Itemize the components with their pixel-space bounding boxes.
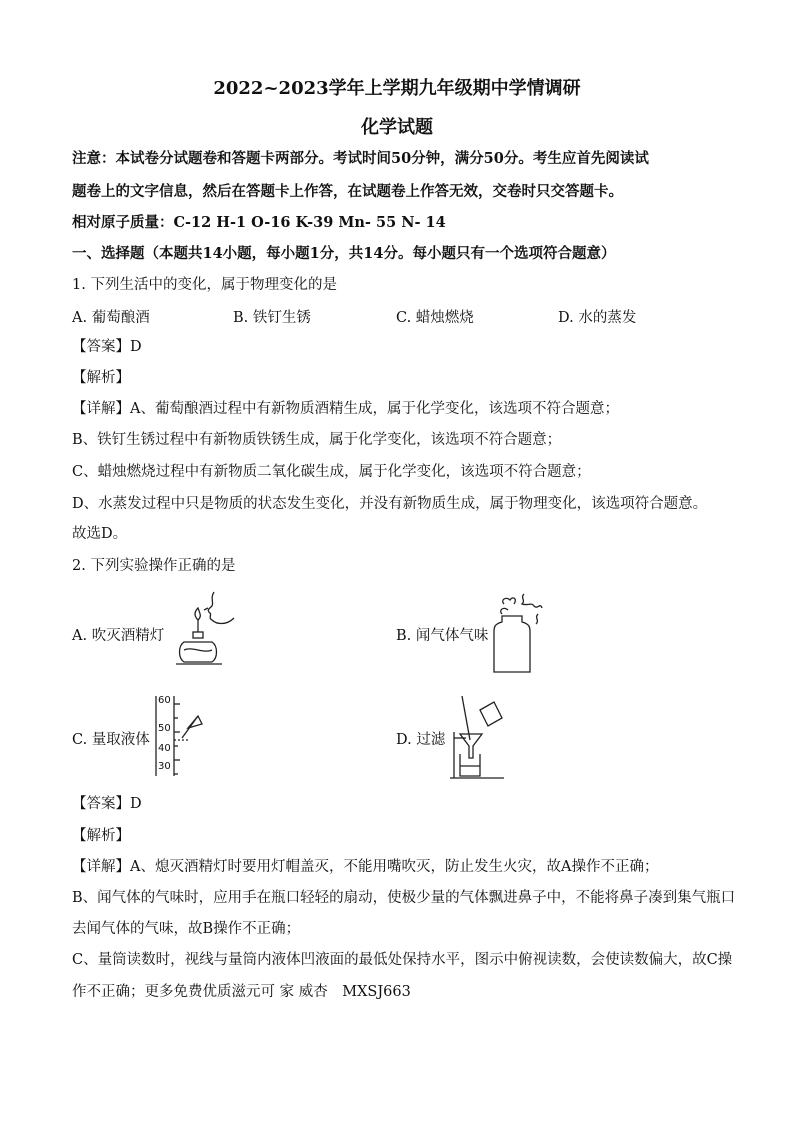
q2-detail-line: 【详解】A、熄灭酒精灯时要用灯帽盖灭，不能用嘴吹灭，防止发生火灾，故A操作不正确； [72, 859, 659, 875]
q1-analysis-label: 【解析】 [72, 370, 130, 386]
atomic-mass-line: 相对原子质量：C-12 H-1 O-16 K-39 Mn- 55 N- 14 [72, 214, 446, 231]
q2-detail-line: C、量筒读数时，视线与量筒内液体凹液面的最低处保持水平，图示中俯视读数，会使读数偏大，故C操 [72, 952, 733, 968]
q2-option-a: A. 吹灭酒精灯 [72, 628, 165, 644]
q1-detail-line: C、蜡烛燃烧过程中有新物质二氧化碳生成，属于化学变化，该选项不符合题意； [72, 464, 591, 480]
q1-detail-line: 故选D。 [72, 526, 128, 542]
q1-option-b: B. 铁钉生锈 [233, 310, 311, 326]
cylinder-tick-label: 60 [158, 695, 171, 706]
q1-answer: 【答案】D [72, 339, 142, 355]
q1-option-c: C. 蜡烛燃烧 [396, 310, 474, 326]
q2-stem: 2. 下列实验操作正确的是 [72, 558, 236, 574]
cylinder-tick-label: 50 [158, 723, 171, 734]
notice-line-2: 题卷上的文字信息，然后在答题卡上作答，在试题卷上作答无效，交卷时只交答题卡。 [72, 183, 623, 200]
q2-analysis-label: 【解析】 [72, 828, 130, 844]
q1-stem: 1. 下列生活中的变化，属于物理变化的是 [72, 277, 337, 293]
exam-subtitle: 化学试题 [361, 117, 433, 138]
q2-detail-line: 去闻气体的气味，故B操作不正确； [72, 921, 301, 937]
q2-detail-line: B、闻气体的气味时，应用手在瓶口轻轻的扇动，使极少量的气体飘进鼻子中，不能将鼻子凑到集气瓶口 [72, 890, 736, 906]
cylinder-tick-label: 30 [158, 761, 171, 772]
q2-detail-line: 作不正确；更多免费优质滋元可 家 威杏 MXSJ663 [72, 984, 411, 1000]
exam-title: 2022~2023学年上学期九年级期中学情调研 [213, 78, 581, 99]
q2-option-b: B. 闻气体气味 [396, 628, 489, 644]
graduated-cylinder-figure [152, 694, 212, 778]
q1-option-a: A. 葡萄酿酒 [72, 310, 150, 326]
q1-detail-line: D、水蒸发过程中只是物质的状态发生变化，并没有新物质生成，属于物理变化，该选项符合题意。 [72, 496, 708, 512]
q1-detail-line: B、铁钉生锈过程中有新物质铁锈生成，属于化学变化，该选项不符合题意； [72, 432, 562, 448]
q2-answer: 【答案】D [72, 796, 142, 812]
q1-detail-line: 【详解】A、葡萄酿酒过程中有新物质酒精生成，属于化学变化，该选项不符合题意； [72, 401, 619, 417]
alcohol-lamp-figure [170, 588, 250, 668]
gas-bottle-figure [484, 588, 554, 678]
q2-option-c: C. 量取液体 [72, 732, 150, 748]
cylinder-tick-label: 40 [158, 743, 171, 754]
q2-option-d: D. 过滤 [396, 732, 446, 748]
q1-option-d: D. 水的蒸发 [558, 310, 637, 326]
notice-line-1: 注意：本试卷分试题卷和答题卡两部分。考试时间50分钟，满分50分。考生应首先阅读试 [72, 150, 649, 167]
section-heading: 一、选择题（本题共14小题，每小题1分，共14分。每小题只有一个选项符合题意） [72, 245, 616, 262]
filtration-figure [448, 692, 508, 782]
